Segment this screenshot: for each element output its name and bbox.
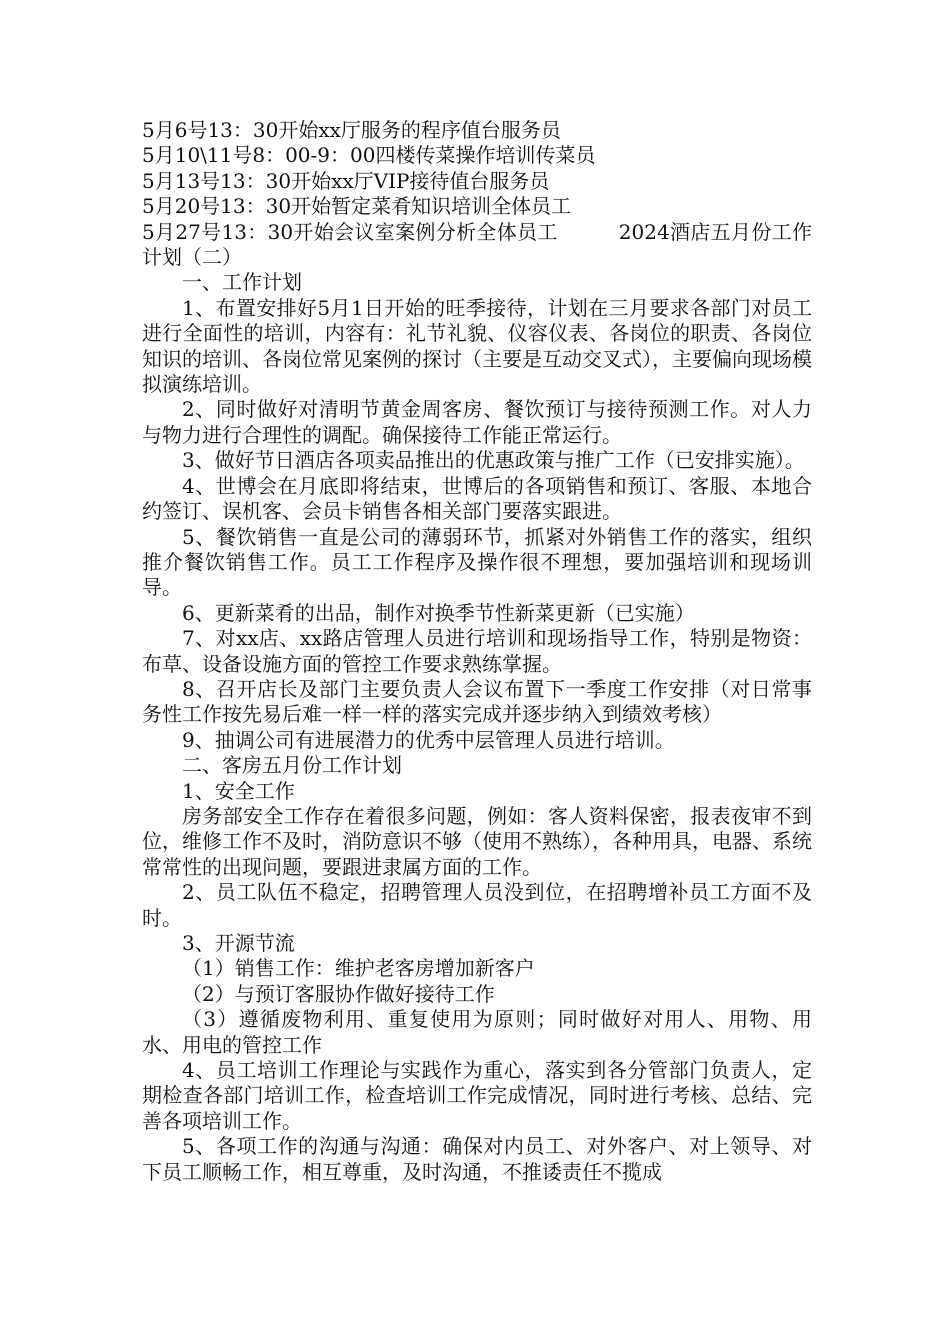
paragraph: 1、安全工作 bbox=[182, 778, 295, 803]
paragraph: 3、做好节日酒店各项卖品推出的优惠政策与推广工作（已安排实施）。 bbox=[182, 448, 805, 473]
paragraph: 房务部安全工作存在着很多问题，例如：客人资料保密，报表夜审不到位，维修工作不及时，消防意识不够（使用不熟练），各种用具，电器、系统常常性的出现问题，要跟进隶属方面的工作。 bbox=[142, 803, 812, 879]
paragraph: 4、世博会在月底即将结束，世博后的各项销售和预订、客服、本地合约签订、误机客、会员卡销售各相关部门要落实跟进。 bbox=[142, 473, 812, 524]
schedule-line: 5月10\11号8：00-9：00四楼传菜操作培训传菜员 bbox=[142, 143, 596, 168]
paragraph: （3）遵循废物利用、重复使用为原则；同时做好对用人、用物、用水、用电的管控工作 bbox=[142, 1007, 812, 1057]
schedule-line: 5月13号13：30开始xx厅VIP接待值台服务员 bbox=[142, 168, 550, 193]
paragraph: （2）与预订客服协作做好接待工作 bbox=[182, 981, 495, 1006]
paragraph: （1）销售工作：维护老客房增加新客户 bbox=[182, 956, 535, 981]
document-title: 2024酒店五月份工作计划（二） bbox=[142, 219, 813, 270]
document-page bbox=[142, 118, 812, 1185]
paragraph: 2、同时做好对清明节黄金周客房、餐饮预订与接待预测工作。对人力与物力进行合理性的调配。确保接待工作能正常运行。 bbox=[142, 397, 812, 447]
paragraph: 9、抽调公司有进展潜力的优秀中层管理人员进行培训。 bbox=[182, 727, 675, 752]
paragraph: 1、布置安排好5月1日开始的旺季接待，计划在三月要求各部门对员工进行全面性的培训，内容有：礼节礼貌、仪容仪表、各岗位的职责、各岗位知识的培训、各岗位常见案例的探讨（主要是互动交叉式），主要偏向现场模拟演练培训。 bbox=[142, 295, 812, 397]
section-heading: 一、工作计划 bbox=[182, 270, 302, 295]
paragraph: 5、餐饮销售一直是公司的薄弱环节，抓紧对外销售工作的落实，组织推介餐饮销售工作。员工工作程序及操作很不理想，要加强培训和现场训导。 bbox=[142, 524, 812, 600]
schedule-line: 5月6号13：30开始xx厅服务的程序值台服务员 bbox=[142, 118, 561, 142]
schedule-line: 5月20号13：30开始暂定菜肴知识培训全体员工 bbox=[142, 194, 572, 219]
schedule-line-with-title bbox=[142, 220, 812, 271]
section-heading: 二、客房五月份工作计划 bbox=[182, 753, 402, 778]
paragraph: 7、对xx店、xx路店管理人员进行培训和现场指导工作，特别是物资：布草、设备设施方面的管控工作要求熟练掌握。 bbox=[142, 626, 812, 676]
paragraph: 8、召开店长及部门主要负责人会议布置下一季度工作安排（对日常事务性工作按先易后难一样一样的落实完成并逐步纳入到绩效考核） bbox=[142, 676, 812, 727]
paragraph: 6、更新菜肴的出品，制作对换季节性新菜更新（已实施） bbox=[182, 600, 695, 625]
paragraph: 2、员工队伍不稳定，招聘管理人员没到位，在招聘增补员工方面不及时。 bbox=[142, 880, 812, 930]
paragraph: 4、员工培训工作理论与实践作为重心，落实到各分管部门负责人，定期检查各部门培训工作，检查培训工作完成情况，同时进行考核、总结、完善各项培训工作。 bbox=[142, 1058, 812, 1133]
paragraph: 3、开源节流 bbox=[182, 931, 295, 955]
paragraph: 5、各项工作的沟通与沟通：确保对内员工、对外客户、对上领导、对下员工顺畅工作，相互尊重，及时沟通，不推诿责任不揽成 bbox=[142, 1134, 812, 1184]
schedule-line: 5月27号13：30开始会议室案例分析全体员工 bbox=[142, 219, 558, 244]
